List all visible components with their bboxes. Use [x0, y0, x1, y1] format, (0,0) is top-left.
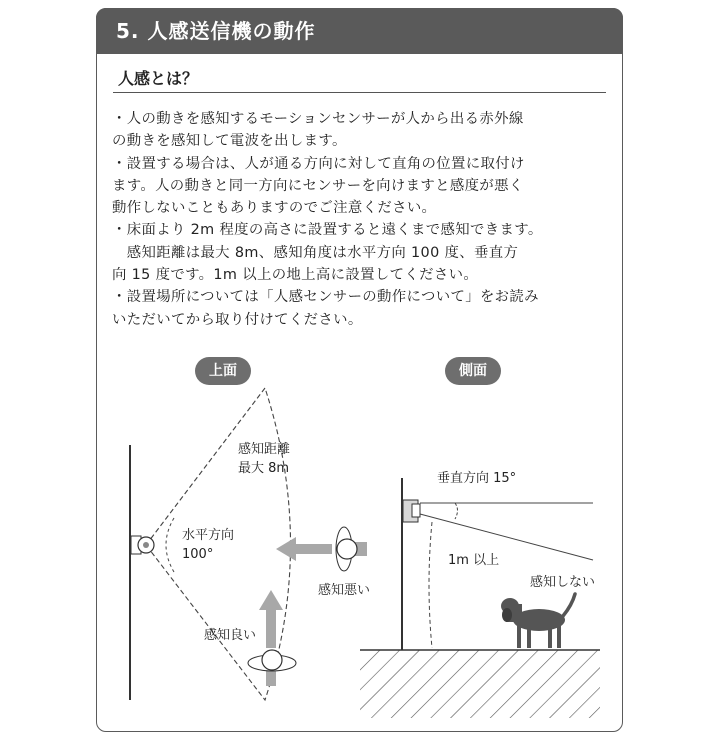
body-line: 動作しないこともありますのでご注意ください。: [112, 200, 437, 217]
height-label: 1m 以上: [448, 553, 500, 568]
ground-hatch: [360, 650, 600, 718]
body-line: ます。人の動きと同一方向にセンサーを向けますと感度が悪く: [112, 177, 524, 194]
person-top-bottom-icon: [248, 650, 296, 686]
top-view: [130, 388, 367, 700]
top-view-label: 上面: [195, 357, 251, 385]
subtitle: 人感とは？: [118, 69, 199, 88]
dog-icon: [501, 594, 575, 648]
distance-label-line1: 感知距離: [238, 442, 291, 457]
vertical-angle-label: 垂直方向 15°: [437, 471, 517, 486]
lower-beam: [420, 514, 593, 560]
side-view: [360, 478, 600, 718]
body-line: 感知距離は最大 8m、感知角度は水平方向 100 度、垂直方: [112, 244, 519, 261]
body-line: ・設置場所については「人感センサーの動作について」をお読み: [112, 289, 539, 306]
good-detection-label: 感知良い: [204, 628, 257, 643]
angle-label-line2: 100°: [182, 547, 214, 562]
body-line: の動きを感知して電波を出します。: [112, 133, 347, 150]
sensor-top-icon: [131, 536, 154, 554]
distance-label-line2: 最大 8m: [238, 461, 290, 476]
body-line: いただいてから取り付けてください。: [112, 311, 363, 328]
side-view-label: 側面: [445, 357, 501, 385]
height-arc: [429, 522, 432, 648]
bad-detection-label: 感知悪い: [318, 583, 371, 598]
body-line: ・人の動きを感知するモーションセンサーが人から出る赤外線: [112, 111, 524, 127]
up-arrow-icon: [259, 590, 283, 648]
left-arrow-icon: [276, 537, 332, 561]
body-line: ・床面より 2m 程度の高さに設置すると遠くまで感知できます。: [112, 222, 543, 239]
body-line: 向 15 度です。1m 以上の地上高に設置してください。: [112, 267, 479, 284]
dog-no-detect-label: 感知しない: [530, 575, 596, 590]
sensor-side-icon: [403, 500, 420, 522]
vertical-angle-arc: [455, 503, 458, 519]
angle-arc: [166, 518, 174, 572]
section-header: 5. 人感送信機の動作: [96, 8, 623, 54]
angle-label-line1: 水平方向: [182, 528, 235, 543]
body-line: ・設置する場合は、人が通る方向に対して直角の位置に取付け: [112, 155, 525, 172]
person-top-right-icon: [336, 527, 367, 571]
